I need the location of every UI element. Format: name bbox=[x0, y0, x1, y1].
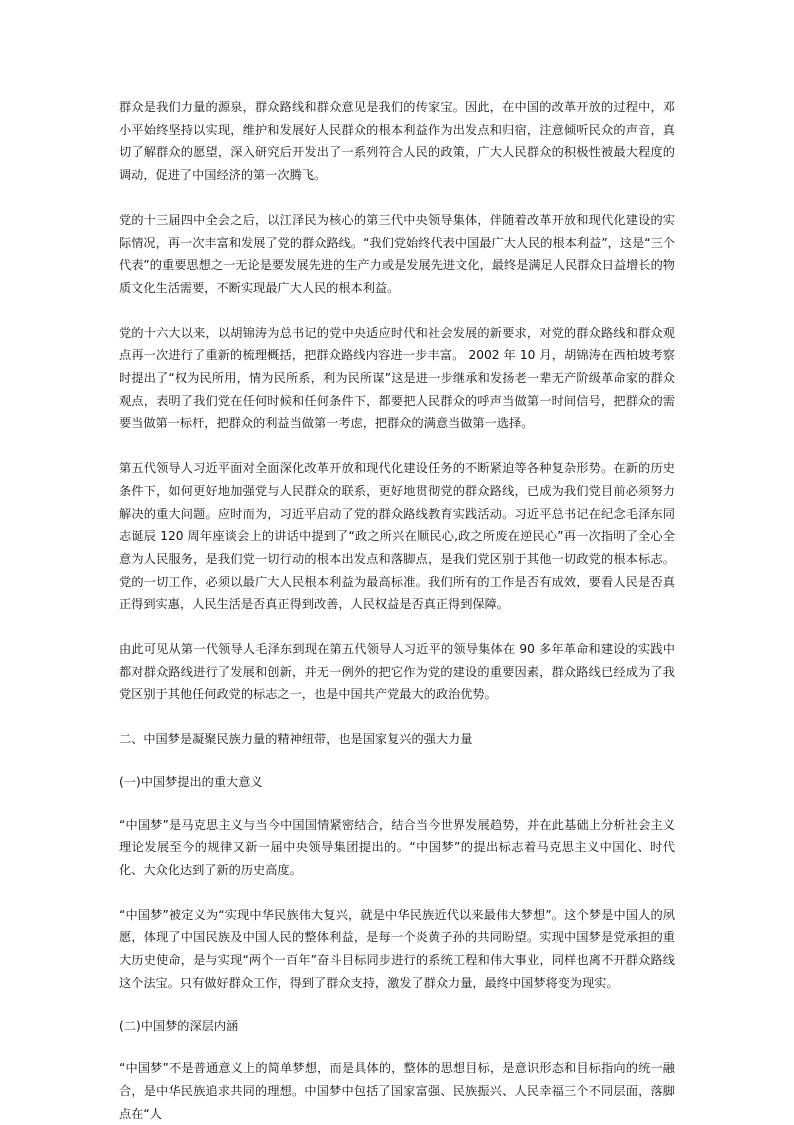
paragraph-7: “中国梦”被定义为“实现中华民族伟大复兴，就是中华民族近代以来最伟大梦想”。这个梦是中国人的夙愿，体现了中国民族及中国人民的整体利益，是每一个炎黄子孙的共同盼望。实现中国梦是党承担的重大历史使命，是与实现“两个一百年”奋斗目标同步进行的系统工程和伟大事业，同样也离不开群众路线这个法宝。只有做好群众工作，得到了群众支持，激发了群众力量，最终中国梦将变为现实。 bbox=[119, 907, 675, 990]
section-heading-2: 二、中国梦是凝聚民族力量的精神纽带，也是国家复兴的强大力量 bbox=[119, 732, 473, 747]
paragraph-1: 群众是我们力量的源泉，群众路线和群众意见是我们的传家宝。因此，在中国的改革开放的过程中，邓小平始终坚持以实现，维护和发展好人民群众的根本利益作为出发点和归宿，注意倾听民众的声音，真切了解群众的愿望，深入研究后开发出了一系列符合人民的政策，广大人民群众的积极性被最大程度的调动，促进了中国经济的第一次腾飞。 bbox=[119, 100, 675, 183]
subsection-heading-2: (二)中国梦的深层内涵 bbox=[119, 1018, 239, 1033]
paragraph-8: “中国梦”不是普通意义上的简单梦想，而是具体的，整体的思想目标，是意识形态和目标指向的统一融合，是中华民族追求共同的理想。中国梦中包括了国家富强、民族振兴、人民幸福三个不同层面，落脚点在“人 bbox=[119, 1061, 675, 1121]
paragraph-6: “中国梦”是马克思主义与当今中国国情紧密结合，结合当今世界发展趋势，并在此基础上分析社会主义理论发展至今的规律又新一届中央领导集团提出的。“中国梦”的提出标志着马克思主义中国化、时代化、大众化达到了新的历史高度。 bbox=[119, 817, 675, 877]
paragraph-3: 党的十六大以来，以胡锦涛为总书记的党中央适应时代和社会发展的新要求，对党的群众路线和群众观点再一次进行了重新的梳理概括，把群众路线内容进一步丰富。 2002 年 10 月，胡锦涛在西柏坡考察时提出了“权为民所用，情为民所系，利为民所谋”这是进一步继承和发扬老一辈无产阶级革命家的群众观点，表明了我们党在任何时候和任何条件下，都要把人民群众的呼声当做第一时间信号，把群众的需要当做第一标杆，把群众的利益当做第一考虑，把群众的满意当做第一选择。 bbox=[119, 325, 675, 431]
subsection-heading-1: (一)中国梦提出的重大意义 bbox=[119, 774, 263, 789]
document-body bbox=[119, 96, 675, 1125]
paragraph-2: 党的十三届四中全会之后，以江泽民为核心的第三代中央领导集体，伴随着改革开放和现代化建设的实际情况，再一次丰富和发展了党的群众路线。“我们党始终代表中国最广大人民的根本利益”，这是“三个代表”的重要思想之一无论是要发展先进的生产力或是发展先进文化，最终是满足人民群众日益增长的物质文化生活需要，不断实现最广大人民的根本利益。 bbox=[119, 212, 675, 295]
paragraph-4: 第五代领导人习近平面对全面深化改革开放和现代化建设任务的不断紧迫等各种复杂形势。在新的历史条件下，如何更好地加强党与人民群众的联系，更好地贯彻党的群众路线，已成为我们党目前必须努力解决的重大问题。应时而为，习近平启动了党的群众路线教育实践活动。习近平总书记在纪念毛泽东同志诞辰 120 周年座谈会上的讲话中提到了“政之所兴在顺民心,政之所废在逆民心”再一次指明了全心全意为人民服务，是我们党一切行动的根本出发点和落脚点，是我们党区别于其他一切政党的根本标志。党的一切工作，必须以最广大人民根本利益为最高标准。我们所有的工作是否有成效，要看人民是否真正得到实惠，人民生活是否真正得到改善，人民权益是否真正得到保障。 bbox=[119, 461, 675, 612]
paragraph-5: 由此可见从第一代领导人毛泽东到现在第五代领导人习近平的领导集体在 90 多年革命和建设的实践中都对群众路线进行了发展和创新，并无一例外的把它作为党的建设的重要因素，群众路线已经成为了我党区别于其他任何政党的标志之一，也是中国共产党最大的政治优势。 bbox=[119, 642, 675, 702]
